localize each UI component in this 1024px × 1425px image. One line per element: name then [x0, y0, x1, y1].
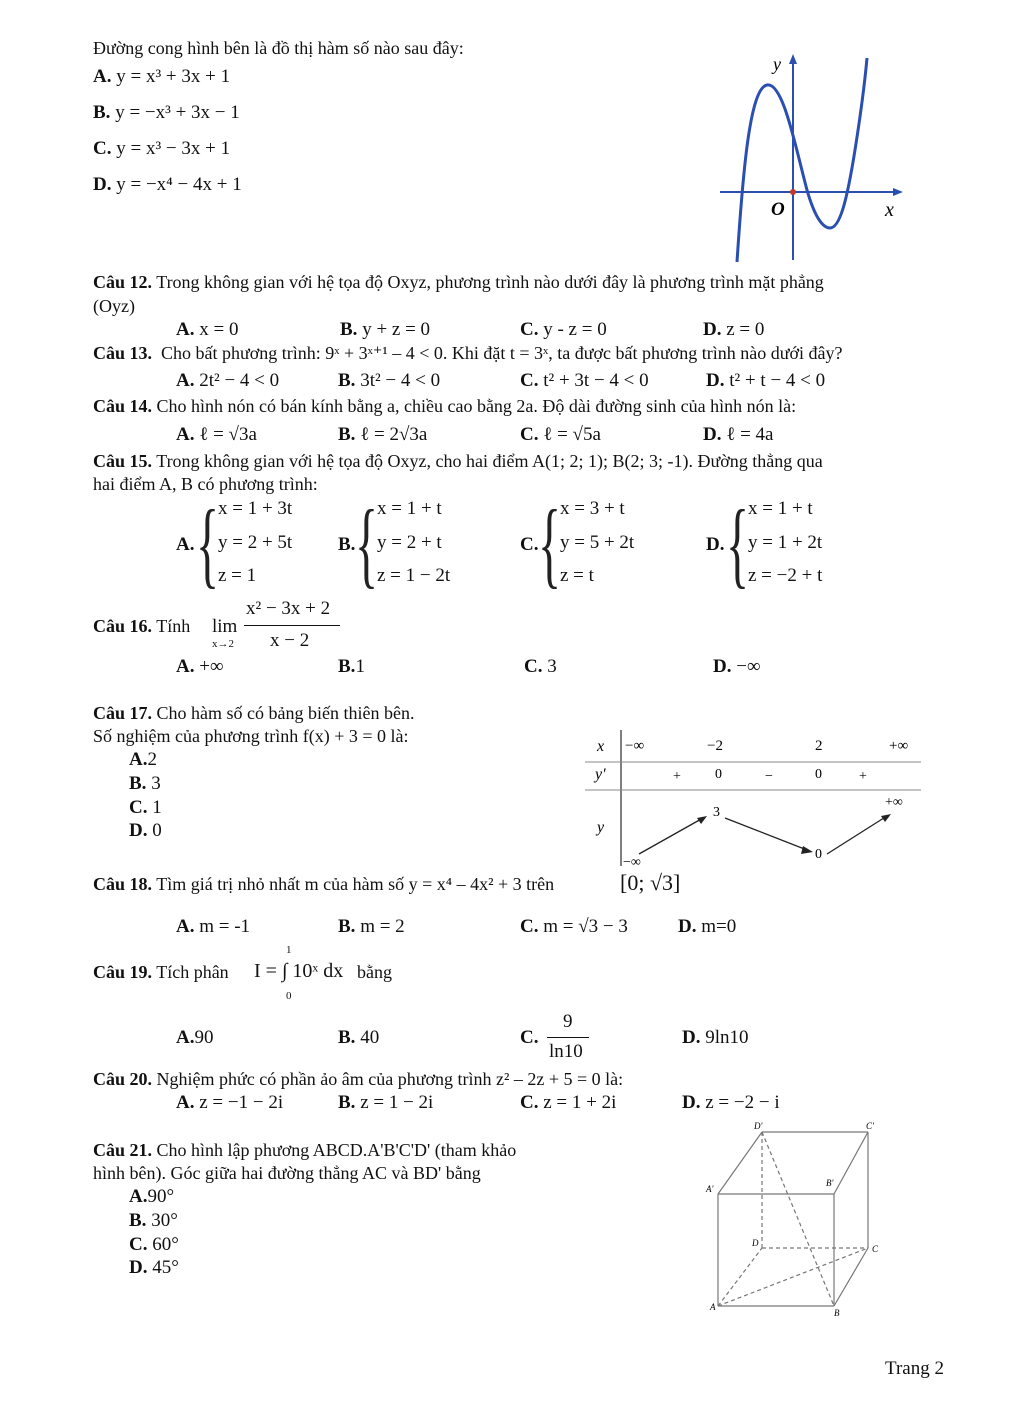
- q19-option-b: B. 40: [338, 1027, 380, 1048]
- q18-option-d: D. m=0: [678, 916, 737, 937]
- table-y-val: −∞: [623, 855, 641, 870]
- q19-option-c-den: ln10: [549, 1041, 583, 1062]
- page-number: Trang 2: [885, 1358, 944, 1379]
- q12-option-c: C. y - z = 0: [520, 319, 607, 340]
- q15-stem: Câu 15. Trong không gian với hệ tọa độ Oxyz, cho hai điểm A(1; 2; 1); B(2; 3; -1). Đường thẳng qua: [93, 451, 823, 471]
- svg-text:A': A': [706, 1184, 714, 1194]
- q11-option-d: D. y = −x⁴ − 4x + 1: [93, 174, 242, 195]
- q19-option-a: A.90: [176, 1027, 214, 1048]
- q14-stem: Câu 14. Cho hình nón có bán kính bằng a, chiều cao bằng 2a. Độ dài đường sinh của hình nón là:: [93, 396, 797, 416]
- table-x-val: −∞: [625, 738, 645, 754]
- q19-option-c-bar: [547, 1037, 589, 1038]
- q16-option-c: C. 3: [524, 656, 557, 677]
- q15-option-b-label: B.: [338, 534, 356, 555]
- q13-option-c: C. t² + 3t − 4 < 0: [520, 370, 649, 391]
- q19-upper-limit: 1: [286, 944, 292, 956]
- q14-option-b: B. ℓ = 2√3a: [338, 424, 428, 445]
- q15-option-c-label: C.: [520, 534, 539, 555]
- table-y-val: 0: [815, 847, 822, 862]
- q19-lower-limit: 0: [286, 990, 292, 1002]
- q19-option-c-num: 9: [563, 1011, 573, 1032]
- q17-variation-table: [585, 726, 925, 871]
- q11-option-c: C. y = x³ − 3x + 1: [93, 138, 231, 159]
- q18-stem: Câu 18. Tìm giá trị nhỏ nhất m của hàm số y = x⁴ – 4x² + 3 trên: [93, 874, 555, 894]
- q15-option-d-label: D.: [706, 534, 725, 555]
- q13-option-a: A. 2t² − 4 < 0: [176, 370, 280, 391]
- q12-stem: Câu 12. Trong không gian với hệ tọa độ Oxyz, phương trình nào dưới đây là phương trình mặt phẳng: [93, 272, 824, 292]
- table-yprime-header: y′: [595, 766, 606, 783]
- q12-option-b: B. y + z = 0: [340, 319, 431, 340]
- q16-option-d: D. −∞: [713, 656, 761, 677]
- q16-option-b: B.1: [338, 656, 365, 677]
- table-yprime-val: 0: [715, 767, 722, 782]
- svg-text:D: D: [752, 1238, 759, 1248]
- q18-option-c: C. m = √3 − 3: [520, 916, 628, 937]
- q12-stem-cont: (Oyz): [93, 296, 135, 316]
- q18-interval: [0; √3]: [620, 870, 681, 895]
- table-yprime-val: 0: [815, 767, 822, 782]
- q16-lim: lim: [212, 616, 238, 637]
- q20-stem: Câu 20. Nghiệm phức có phần ảo âm của phương trình z² – 2z + 5 = 0 là:: [93, 1069, 624, 1089]
- graph-y-label: y: [773, 54, 781, 74]
- q18-option-a: A. m = -1: [176, 916, 251, 937]
- q14-option-a: A. ℓ = √3a: [176, 424, 257, 445]
- svg-text:D': D': [754, 1121, 763, 1131]
- table-x-val: 2: [815, 738, 823, 754]
- table-x-header: x: [597, 738, 605, 755]
- q15-stem-cont: hai điểm A, B có phương trình:: [93, 474, 318, 494]
- svg-text:C': C': [866, 1121, 874, 1131]
- q17-option-a: A.2: [129, 749, 157, 770]
- table-y-val: +∞: [885, 795, 903, 810]
- table-x-val: −2: [707, 738, 723, 754]
- q19-integral: I = ∫ 10ˣ dx: [254, 960, 344, 982]
- q14-option-d: D. ℓ = 4a: [703, 424, 774, 445]
- q20-option-b: B. z = 1 − 2i: [338, 1092, 434, 1113]
- q12-option-a: A. x = 0: [176, 319, 239, 340]
- q21-option-a: A.90°: [129, 1186, 175, 1207]
- q20-option-c: C. z = 1 + 2i: [520, 1092, 617, 1113]
- q17-option-b: B. 3: [129, 773, 161, 794]
- q11-option-a: A. y = x³ + 3x + 1: [93, 66, 231, 87]
- q21-option-b: B. 30°: [129, 1210, 178, 1231]
- q16-denominator: x − 2: [270, 630, 310, 651]
- q21-cube-figure: [700, 1118, 900, 1318]
- q11-stem: Đường cong hình bên là đồ thị hàm số nào sau đây:: [93, 38, 464, 58]
- q16-lim-sub: x→2: [212, 638, 234, 650]
- q17-option-d: D. 0: [129, 820, 162, 841]
- table-yprime-val: +: [859, 769, 867, 784]
- q21-option-d: D. 45°: [129, 1257, 179, 1278]
- q19-tail: bằng: [357, 962, 392, 982]
- q17-option-c: C. 1: [129, 797, 162, 818]
- q13-stem: Câu 13. Cho bất phương trình: 9ˣ + 3ˣ⁺¹ – 4 < 0. Khi đặt t = 3ˣ, ta được bất phương trình nào dưới đây?: [93, 343, 843, 363]
- q20-option-a: A. z = −1 − 2i: [176, 1092, 284, 1113]
- q12-option-d: D. z = 0: [703, 319, 765, 340]
- q21-stem: Câu 21. Cho hình lập phương ABCD.A'B'C'D' (tham khảo: [93, 1140, 517, 1160]
- q21-option-c: C. 60°: [129, 1234, 179, 1255]
- q13-option-b: B. 3t² − 4 < 0: [338, 370, 441, 391]
- q16-numerator: x² − 3x + 2: [246, 598, 331, 619]
- q19-option-c-label: C.: [520, 1027, 539, 1048]
- q14-option-c: C. ℓ = √5a: [520, 424, 601, 445]
- q16-fraction-bar: [244, 625, 340, 626]
- q11-option-b: B. y = −x³ + 3x − 1: [93, 102, 240, 123]
- table-yprime-val: −: [765, 769, 773, 784]
- q13-option-d: D. t² + t − 4 < 0: [706, 370, 826, 391]
- q16-option-a: A. +∞: [176, 656, 224, 677]
- q19-option-d: D. 9ln10: [682, 1027, 749, 1048]
- q20-option-d: D. z = −2 − i: [682, 1092, 780, 1113]
- graph-origin-label: O: [771, 199, 785, 220]
- q17-stem-cont: Số nghiệm của phương trình f(x) + 3 = 0 là:: [93, 726, 409, 746]
- graph-x-label: x: [885, 199, 894, 221]
- q11-cubic-graph: [715, 50, 915, 265]
- q17-stem: Câu 17. Cho hàm số có bảng biến thiên bên.: [93, 703, 415, 723]
- table-x-val: +∞: [889, 738, 909, 754]
- q16-stem: Câu 16. Tính: [93, 616, 191, 636]
- table-yprime-val: +: [673, 769, 681, 784]
- svg-text:C: C: [872, 1244, 879, 1254]
- q15-option-a-label: A.: [176, 534, 195, 555]
- q18-option-b: B. m = 2: [338, 916, 405, 937]
- table-y-val: 3: [713, 805, 720, 820]
- svg-text:B': B': [826, 1178, 834, 1188]
- graph-curve: [737, 58, 867, 262]
- q19-stem: Câu 19. Tích phân: [93, 962, 229, 982]
- q21-stem-cont: hình bên). Góc giữa hai đường thẳng AC và BD' bằng: [93, 1163, 481, 1183]
- svg-text:A: A: [710, 1302, 716, 1312]
- svg-text:B: B: [834, 1308, 840, 1318]
- table-y-header: y: [597, 819, 605, 836]
